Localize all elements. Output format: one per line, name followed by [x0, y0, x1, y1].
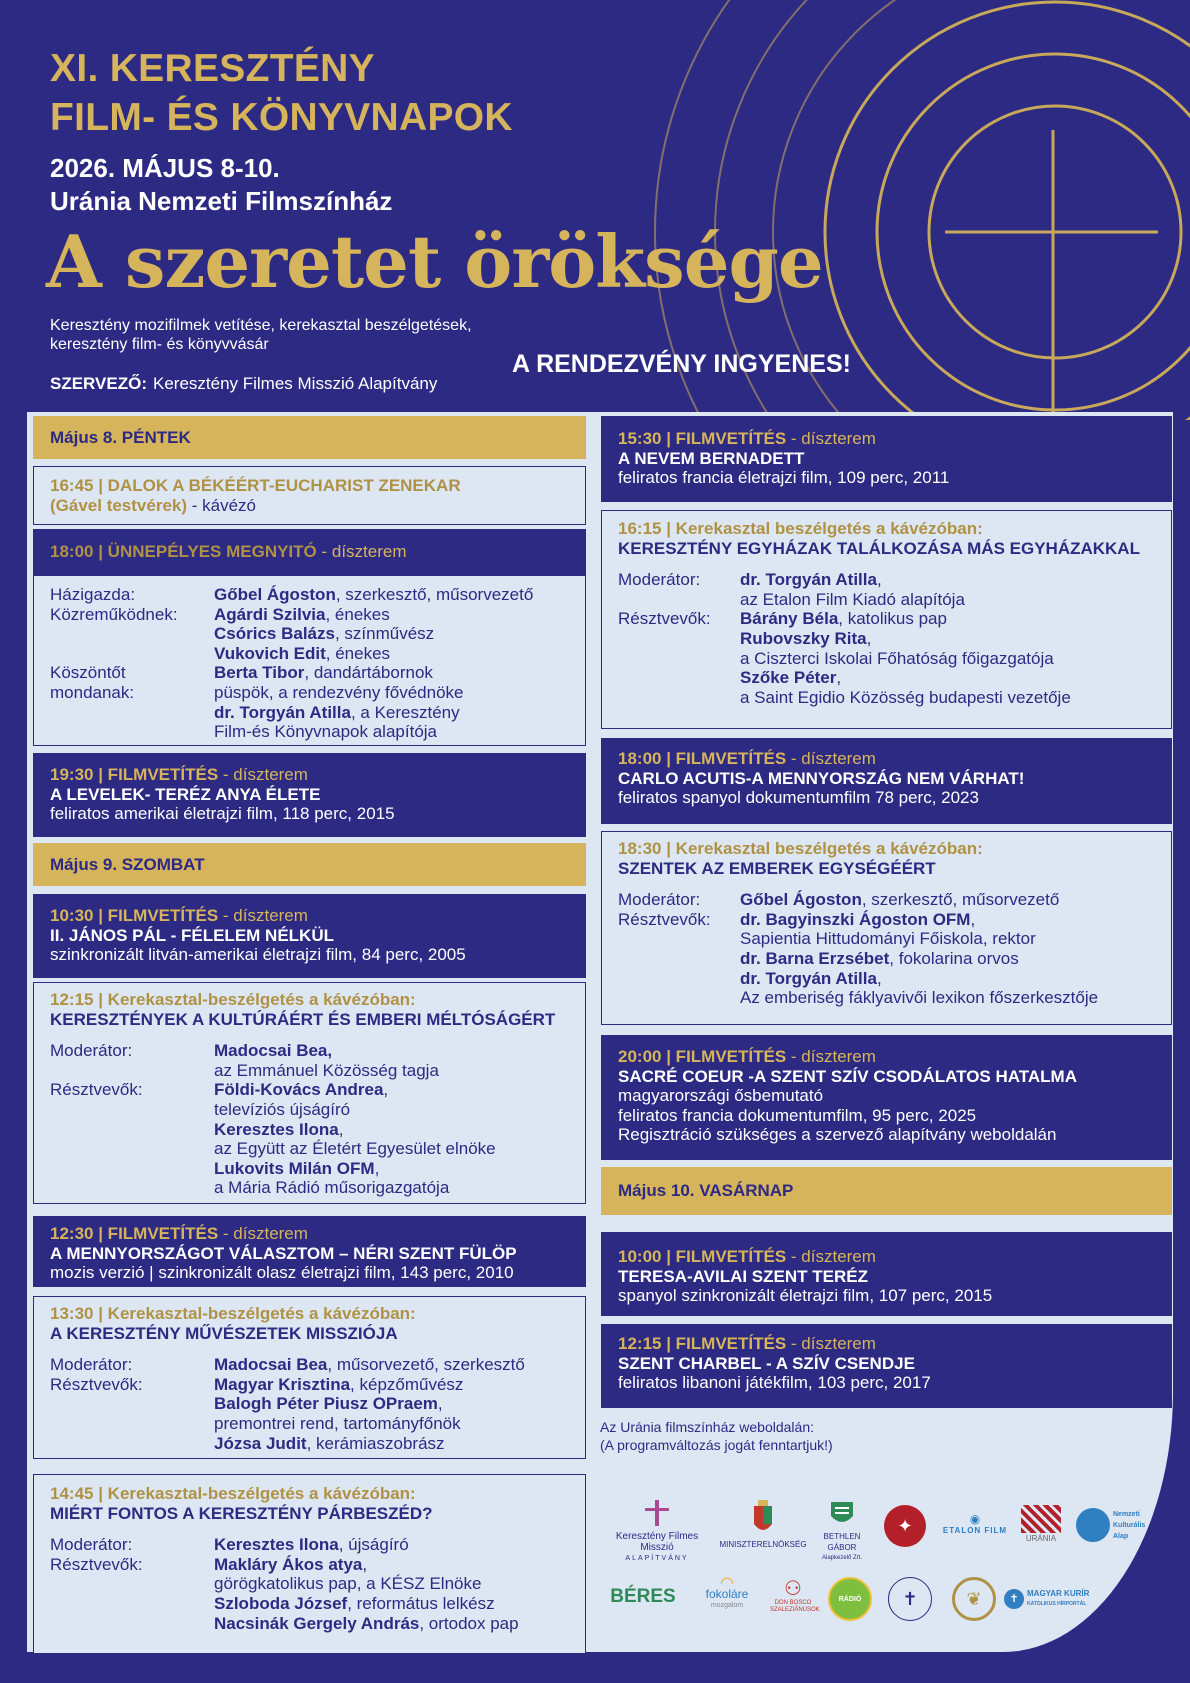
event-description	[50, 316, 550, 354]
person-role: , katolikus pap	[838, 609, 947, 629]
event-heading: 19:30 | FILMVETÍTÉS	[50, 765, 219, 784]
main-title: A szeretet öröksége	[46, 219, 823, 304]
role-label: mondanak:	[50, 682, 135, 702]
event-parbeszed: 14:45 | Kerekasztal-beszélgetés a kávézóban: MIÉRT FONTOS A KERESZTÉNY PÁRBESZÉD? Moderátor: Keresztes Ilona, újságíró Résztvevők: Makláry Ákos atya, görögkatolikus pap, a KÉSZ Elnöke Szloboda József, református lelkész Nacsinák Gergely András, ortodox pap	[33, 1474, 586, 1654]
role-label: Moderátor:	[618, 890, 701, 910]
person-name: Keresztes Ilona	[214, 1535, 339, 1555]
miniszterelnokseg-logo	[718, 1500, 808, 1550]
event-title: A KERESZTÉNY MŰVÉSZETEK MISSZIÓJA	[50, 1323, 398, 1343]
magyar-kurir-logo	[1004, 1588, 1096, 1610]
logo-text: URÁNIA	[1025, 1534, 1057, 1543]
desc-line2: keresztény film- és könyvvásár	[50, 336, 269, 353]
event-szentek: 18:30 | Kerekasztal beszélgetés a kávézóban: SZENTEK AZ EMBEREK EGYSÉGÉÉRT Moderátor: Gőbel Ágoston, szerkesztő, műsorvezető Résztvevők: dr. Bagyinszki Ágoston OFM, Sapientia Hittudományi Főiskola, rektor dr. Barna Erzsébet, fokolarina orvos dr. Torgyán Atilla, Az emberiség fáklyavivői lexikon főszerkesztője	[601, 831, 1172, 1025]
person-name: Csórics Balázs	[214, 624, 335, 644]
logo-subtext: Alapkezelő Zrt.	[821, 1555, 863, 1561]
film-title: A MENNYORSZÁGOT VÁLASZTOM – NÉRI SZENT FÜLÖP	[50, 1243, 517, 1263]
event-sacre-coeur	[601, 1035, 1172, 1160]
person-role: a Ciszterci Iskolai Főhatóság főigazgatója	[740, 648, 1054, 668]
event-heading: 12:15 | Kerekasztal-beszélgetés a kávézóban:	[50, 990, 416, 1009]
role-label: Résztvevők:	[618, 609, 711, 629]
person-role: premontrei rend, tartományfőnök	[214, 1413, 461, 1433]
event-megnyito	[33, 529, 586, 746]
event-kultura: 12:15 | Kerekasztal-beszélgetés a kávézóban: KERESZTÉNYEK A KULTÚRÁÉRT ÉS EMBERI MÉLTÓSÁGÉRT Moderátor: Madocsai Bea, az Emmánuel Közösség tagja Résztvevők: Földi-Kovács Andrea, televíziós újságíró Keresztes Ilona, az Együtt az Életért Egyesület elnöke Lukovits Milán OFM, a Mária Rádió műsorigazgatója	[33, 982, 586, 1204]
event-location: - díszterem	[218, 765, 308, 784]
people-icon: ⚇	[784, 1578, 802, 1600]
organizer	[50, 374, 437, 394]
person-name: Madocsai Bea,	[214, 1041, 333, 1061]
person-role: , református lelkész	[347, 1593, 495, 1613]
event-date: 2026. MÁJUS 8-10.	[50, 153, 280, 183]
role-label: Moderátor:	[50, 1041, 133, 1061]
shield-icon	[829, 1500, 855, 1528]
fokolare-logo	[698, 1575, 756, 1611]
logo-text: MINISZTERELNÖKSÉG	[719, 1540, 807, 1549]
person-role: a Saint Egidio Közösség budapesti vezetője	[740, 687, 1071, 707]
red-seal-logo: ✦	[884, 1505, 926, 1547]
day-header-friday: Május 8. PÉNTEK	[33, 416, 586, 459]
event-heading: 18:00 | FILMVETÍTÉS	[618, 749, 787, 768]
person-name: Józsa Judit	[214, 1433, 307, 1453]
person-name: Vukovich Edit	[214, 643, 326, 663]
logo-text: DON BOSCO SZALEZIÁNUSOK	[770, 1600, 820, 1613]
event-location: - díszterem	[218, 1224, 308, 1243]
logo-subtext: mozgalom	[710, 1602, 744, 1609]
person-role: Az emberiség fáklyavivői lexikon főszerkesztője	[740, 988, 1099, 1008]
person-name: Szloboda József	[214, 1593, 348, 1613]
logo-text: BÉRES	[610, 1586, 676, 1607]
website-note: Az Uránia filmszínház weboldalán:	[600, 1419, 814, 1435]
event-heading: 12:30 | FILMVETÍTÉS	[50, 1224, 219, 1243]
desc-line1: Keresztény mozifilmek vetítése, kerekasztal beszélgetések,	[50, 317, 472, 334]
urania-logo	[1018, 1505, 1064, 1544]
person-name: dr. Torgyán Atilla	[740, 570, 877, 590]
event-location: - díszterem	[786, 749, 876, 768]
radio-logo	[828, 1577, 872, 1621]
person-role: az Együtt az Életért Egyesület elnöke	[214, 1139, 496, 1159]
event-charbel	[601, 1324, 1172, 1408]
organizer-name: Keresztény Filmes Misszió Alapítvány	[152, 374, 438, 393]
day-header-saturday: Május 9. SZOMBAT	[33, 843, 586, 886]
person-role: , a Keresztény	[350, 702, 460, 722]
footer-notes	[600, 1418, 833, 1454]
person-name: Rubovszky Rita	[740, 628, 867, 648]
event-location: - kávézó	[187, 495, 257, 515]
film-title: SACRÉ COEUR -A SZENT SZÍV CSODÁLATOS HATALMA	[618, 1066, 1077, 1086]
person-name: Agárdi Szilvia	[214, 604, 326, 624]
event-title: KERESZTÉNY EGYHÁZAK TALÁLKOZÁSA MÁS EGYHÁZAKKAL	[618, 538, 1140, 558]
person-role: , színművész	[334, 624, 435, 644]
event-bernadett	[601, 416, 1172, 502]
title-line1: XI. KERESZTÉNY	[50, 47, 375, 90]
logo-text: BETHLEN GÁBOR	[823, 1532, 861, 1552]
event-title: KERESZTÉNYEK A KULTÚRÁÉRT ÉS EMBERI MÉLTÓSÁGÉRT	[50, 1009, 556, 1029]
day-header-sunday: Május 10. VASÁRNAP	[601, 1167, 1172, 1215]
role-label: Házigazda:	[50, 585, 136, 604]
event-heading: 13:30 | Kerekasztal-beszélgetés a kávézóban:	[50, 1304, 416, 1323]
emblem-icon: ❦	[966, 1588, 982, 1609]
kurir-icon: ✝	[1004, 1589, 1024, 1609]
event-venue: Uránia Nemzeti Filmszínház	[50, 186, 393, 216]
event-heading: 14:45 | Kerekasztal-beszélgetés a kávézóban:	[50, 1484, 416, 1503]
gold-seal-logo	[952, 1577, 996, 1621]
film-info: feliratos spanyol dokumentumfilm 78 perc, 2023	[618, 788, 979, 808]
person-name: Magyar Krisztina	[214, 1374, 351, 1394]
person-name: Gőbel Ágoston	[214, 585, 336, 604]
logo-text: RÁDIÓ	[838, 1595, 862, 1603]
film-title: SZENT CHARBEL - A SZÍV CSENDJE	[618, 1353, 915, 1373]
logo-text: MAGYAR KURÍR	[1027, 1589, 1090, 1598]
person-role: az Emmánuel Közösség tagja	[214, 1060, 439, 1080]
title-line2: FILM- ÉS KÖNYVNAPOK	[50, 96, 513, 139]
event-location: - díszterem	[786, 1334, 876, 1353]
free-notice: A RENDEZVÉNY INGYENES!	[512, 350, 851, 378]
event-date-venue	[50, 152, 392, 218]
film-info: szinkronizált litván-amerikai életrajzi film, 84 perc, 2005	[50, 945, 466, 965]
logo-text: Keresztény Filmes Misszió	[615, 1531, 699, 1553]
nka-emblem-icon	[1076, 1508, 1110, 1542]
event-janos-pal	[33, 894, 586, 978]
role-label: Moderátor:	[50, 1355, 133, 1375]
event-heading: 15:30 | FILMVETÍTÉS	[618, 429, 787, 448]
person-role: a Mária Rádió műsorigazgatója	[214, 1178, 450, 1198]
event-muveszetek: 13:30 | Kerekasztal-beszélgetés a kávézóban: A KERESZTÉNY MŰVÉSZETEK MISSZIÓJA Moderátor: Madocsai Bea, műsorvezető, szerkesztő Résztvevők: Magyar Krisztina, képzőművész Balogh Péter Piusz OPraem, premontrei rend, tartományfőnök Józsa Judit, kerámiaszobrász	[33, 1296, 586, 1459]
person-name: Makláry Ákos atya	[214, 1554, 363, 1574]
person-role: görögkatolikus pap, a KÉSZ Elnöke	[214, 1574, 482, 1594]
person-role: televíziós újságíró	[214, 1099, 351, 1119]
event-dalok	[33, 466, 586, 525]
coat-of-arms-icon	[752, 1500, 774, 1536]
film-info: spanyol szinkronizált életrajzi film, 107 perc, 2015	[618, 1286, 993, 1306]
event-heading: 10:00 | FILMVETÍTÉS	[618, 1247, 787, 1266]
person-role: , ortodox pap	[419, 1613, 519, 1633]
bethlen-gabor-logo	[812, 1500, 872, 1564]
eye-icon: ◉	[969, 1512, 981, 1526]
film-info: magyarországi ősbemutató	[618, 1086, 824, 1106]
role-label: Közreműködnek:	[50, 604, 178, 624]
cross-dots-icon	[637, 1500, 677, 1528]
beres-logo	[600, 1586, 686, 1608]
event-title	[50, 44, 513, 142]
person-role: Film-és Könyvnapok alapítója	[214, 722, 438, 742]
person-role: , képzőművész	[350, 1374, 464, 1394]
event-heading-2: (Gável testvérek)	[50, 495, 188, 515]
film-title: II. JÁNOS PÁL - FÉLELEM NÉLKÜL	[50, 925, 334, 945]
role-label: Köszöntőt	[50, 663, 126, 683]
logo-subtext: KATOLIKUS HÍRPORTÁL	[1027, 1601, 1087, 1607]
person-role: , szerkesztő, műsorvezető	[861, 890, 1060, 910]
role-label: Moderátor:	[50, 1535, 133, 1555]
event-title: MIÉRT FONTOS A KERESZTÉNY PÁRBESZÉD?	[50, 1503, 433, 1523]
person-role: Sapientia Hittudományi Főiskola, rektor	[740, 929, 1036, 949]
event-heading: 18:30 | Kerekasztal beszélgetés a kávézóban:	[618, 839, 983, 858]
person-role: , fokolarina orvos	[889, 948, 1019, 968]
event-heading: 12:15 | FILMVETÍTÉS	[618, 1334, 787, 1353]
etalon-film-logo	[940, 1514, 1010, 1536]
nka-logo	[1076, 1508, 1150, 1542]
role-label: Résztvevők:	[618, 909, 711, 929]
event-levelek	[33, 753, 586, 837]
event-heading: 10:30 | FILMVETÍTÉS	[50, 906, 219, 925]
sun-arc-icon: ◠	[720, 1575, 734, 1592]
person-name: Szőke Péter	[740, 668, 837, 688]
film-info: feliratos francia életrajzi film, 109 perc, 2011	[618, 468, 950, 488]
person-name: Földi-Kovács Andrea	[214, 1080, 384, 1100]
role-label: Résztvevők:	[50, 1080, 143, 1100]
logo-text: Nemzeti Kulturális Alap	[1113, 1510, 1146, 1540]
logo-text: fokoláre	[705, 1587, 749, 1601]
cross-icon: ✝	[902, 1588, 918, 1609]
event-location: - díszterem	[786, 1047, 876, 1066]
event-carlo-acutis	[601, 738, 1172, 824]
film-title: A NEVEM BERNADETT	[618, 448, 805, 468]
logo-text: ETALON FILM	[942, 1526, 1008, 1535]
person-role: püspök, a rendezvény fővédnöke	[214, 682, 464, 702]
registration-note: Regisztráció szükséges a szervező alapítvány weboldalán	[618, 1125, 1057, 1145]
event-location: - díszterem	[218, 906, 308, 925]
film-title: CARLO ACUTIS-A MENNYORSZÁG NEM VÁRHAT!	[618, 768, 1025, 788]
event-location: - díszterem	[786, 1247, 876, 1266]
szalezianusok-logo	[770, 1578, 820, 1614]
person-name: Lukovits Milán OFM	[214, 1158, 375, 1178]
person-name: dr. Barna Erzsébet	[740, 948, 890, 968]
person-name: dr. Bagyinszki Ágoston OFM	[740, 909, 971, 929]
film-title: TERESA-AVILAI SZENT TERÉZ	[618, 1266, 868, 1286]
person-role: , énekes	[325, 643, 391, 663]
organizer-label: SZERVEZŐ:	[50, 374, 147, 393]
event-neri-fulop	[33, 1216, 586, 1287]
event-title: SZENTEK AZ EMBEREK EGYSÉGÉÉRT	[618, 858, 936, 878]
person-name: Madocsai Bea	[214, 1355, 328, 1375]
person-name: Nacsinák Gergely András	[214, 1613, 420, 1633]
person-role: , dandártábornok	[304, 663, 433, 683]
film-info: feliratos libanoni játékfilm, 103 perc, 2017	[618, 1373, 931, 1393]
role-label: Résztvevők:	[50, 1374, 143, 1394]
person-role: az Etalon Film Kiadó alapítója	[740, 589, 965, 609]
event-location: - díszterem	[316, 542, 407, 561]
person-name: Gőbel Ágoston	[740, 890, 862, 910]
event-teresa-avilai	[601, 1232, 1172, 1316]
film-info: mozis verzió | szinkronizált olasz életrajzi film, 143 perc, 2010	[50, 1263, 514, 1283]
pattern-icon	[1021, 1505, 1061, 1533]
kfm-logo	[602, 1500, 712, 1564]
film-info: feliratos amerikai életrajzi film, 118 perc, 2015	[50, 804, 395, 824]
person-name: Berta Tibor	[214, 663, 305, 683]
person-role: , kerámiaszobrász	[306, 1433, 445, 1453]
event-egyhazak: 16:15 | Kerekasztal beszélgetés a kávézóban: KERESZTÉNY EGYHÁZAK TALÁLKOZÁSA MÁS EGYHÁZAKKAL Moderátor: dr. Torgyán Atilla, az Etalon Film Kiadó alapítója Résztvevők: Bárány Béla, katolikus pap Rubovszky Rita, a Ciszterci Iskolai Főhatóság főigazgatója Szőke Péter, a Saint Egidio Közösség budapesti vezetője	[601, 510, 1172, 729]
role-label: Moderátor:	[618, 570, 701, 590]
logo-subtext: ALAPÍTVÁNY	[625, 1555, 689, 1562]
event-heading: 16:15 | Kerekasztal beszélgetés a kávézóban:	[618, 519, 983, 538]
person-name: dr. Torgyán Atilla	[740, 968, 877, 988]
person-role: , műsorvezető, szerkesztő	[327, 1355, 525, 1375]
person-name: Balogh Péter Piusz OPraem	[214, 1394, 438, 1414]
event-heading: 18:00 | ÜNNEPÉLYES MEGNYITÓ	[50, 542, 317, 561]
film-title: A LEVELEK- TERÉZ ANYA ÉLETE	[50, 784, 321, 804]
event-location: - díszterem	[786, 429, 876, 448]
person-name: Bárány Béla	[740, 609, 839, 629]
person-role: , énekes	[325, 604, 390, 624]
person-name: dr. Torgyán Atilla	[214, 702, 351, 722]
person-name: Keresztes Ilona	[214, 1119, 339, 1139]
cross-icon	[945, 130, 1158, 412]
role-label: Résztvevők:	[50, 1554, 143, 1574]
event-heading: 20:00 | FILMVETÍTÉS	[618, 1047, 787, 1066]
film-info: feliratos francia dokumentumfilm, 95 perc, 2025	[618, 1105, 977, 1125]
person-role: , újságíró	[338, 1535, 409, 1555]
church-seal-logo	[888, 1577, 932, 1621]
event-heading: 16:45 | DALOK A BÉKÉÉRT-EUCHARIST ZENEKAR	[50, 476, 461, 495]
change-disclaimer: (A programváltozás jogát fenntartjuk!)	[600, 1437, 833, 1453]
person-role: , szerkesztő, műsorvezető	[335, 585, 534, 604]
